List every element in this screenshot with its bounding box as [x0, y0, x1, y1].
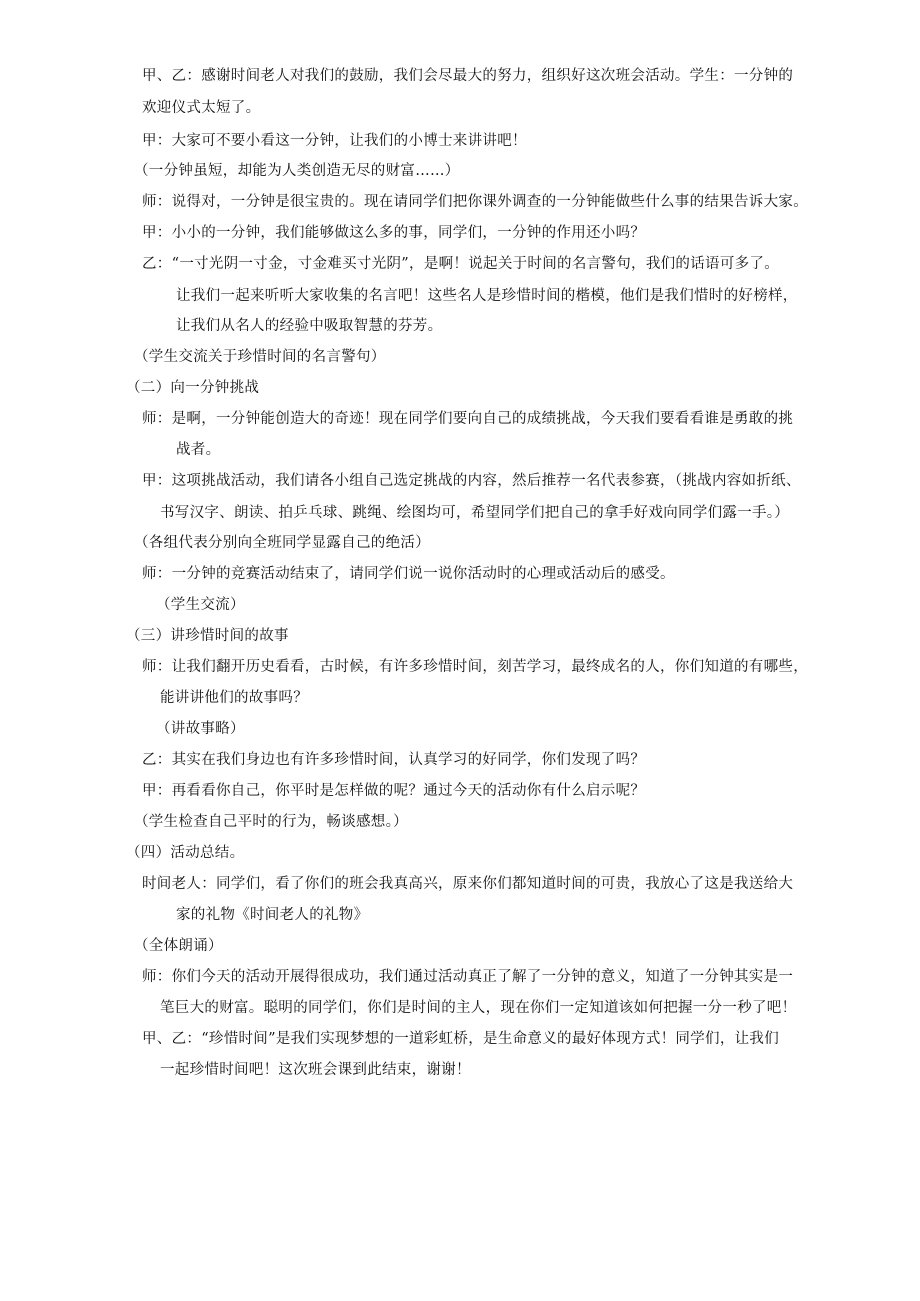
text-line: 甲：再看看你自己，你平时是怎样做的呢？通过今天的活动你有什么启示呢？ [142, 783, 646, 799]
text-line: 欢迎仪式太短了。 [142, 100, 261, 116]
text-line: （学生交流关于珍惜时间的名言警句） [134, 349, 386, 365]
text-line: 甲：大家可不要小看这一分钟，让我们的小博士来讲讲吧！ [142, 133, 527, 149]
text-line: 师：让我们翻开历史看看，古时候，有许多珍惜时间，刻苦学习，最终成名的人，你们知道的有哪些， [142, 659, 808, 675]
text-line: 能讲讲他们的故事吗？ [160, 690, 308, 706]
text-line: （一分钟虽短，却能为人类创造无尽的财富……） [134, 163, 460, 179]
text-line: （学生检查自己平时的行为，畅谈感想。） [134, 814, 408, 830]
text-line: 让我们从名人的经验中吸取智慧的芬芳。 [176, 318, 443, 334]
section-heading: （三）讲珍惜时间的故事 [126, 628, 289, 644]
text-line: 乙：其实在我们身边也有许多珍惜时间，认真学习的好同学，你们发现了吗？ [142, 752, 646, 768]
text-line: 笔巨大的财富。聪明的同学们，你们是时间的主人，现在你们一定知道该如何把握一分一秒了吧！ [160, 1000, 797, 1016]
text-line: 师：是啊，一分钟能创造大的奇迹！现在同学们要向自己的成绩挑战，今天我们要看看谁是勇敢的挑 [142, 411, 794, 427]
section-heading: （二）向一分钟挑战 [126, 380, 260, 396]
text-line: 书写汉字、朗读、拍乒乓球、跳绳、绘图均可，希望同学们把自己的拿手好戏向同学们露一手。） [160, 505, 790, 521]
text-line: 甲：这项挑战活动，我们请各小组自己选定挑战的内容，然后推荐一名代表参赛，（挑战内容如折纸、 [142, 473, 801, 489]
text-line: 师：一分钟的竞赛活动结束了，请同学们说一说你活动时的心理或活动后的感受。 [142, 566, 675, 582]
text-line: 战者。 [176, 442, 221, 458]
text-line: （学生交流） [156, 597, 245, 613]
text-line: （讲故事略） [156, 721, 245, 737]
text-line: 甲、乙：“珍惜时间”是我们实现梦想的一道彩虹桥，是生命意义的最好体现方式！同学们，让我们 [142, 1031, 780, 1047]
text-line: （各组代表分别向全班同学显露自己的绝活） [134, 535, 430, 551]
text-line: 师：你们今天的活动开展得很成功，我们通过活动真正了解了一分钟的意义，知道了一分钟其实是一 [142, 969, 794, 985]
text-line: （全体朗诵） [134, 938, 223, 954]
section-heading: （四）活动总结。 [126, 845, 245, 861]
text-line: 家的礼物《时间老人的礼物》 [176, 907, 369, 923]
text-line: 时间老人：同学们，看了你们的班会我真高兴，原来你们都知道时间的可贵，我放心了这是我送给大 [142, 876, 794, 892]
text-line: 一起珍惜时间吧！这次班会课到此结束，谢谢！ [160, 1062, 471, 1078]
text-line: 乙：“一寸光阴一寸金，寸金难买寸光阴”，是啊！说起关于时间的名言警句，我们的话语可多了。 [142, 256, 780, 272]
text-line: 甲：小小的一分钟，我们能够做这么多的事，同学们，一分钟的作用还小吗？ [142, 225, 646, 241]
text-line: 甲、乙：感谢时间老人对我们的鼓励，我们会尽最大的努力，组织好这次班会活动。学生：一分钟的 [142, 68, 794, 84]
text-line: 让我们一起来听听大家收集的名言吧！这些名人是珍惜时间的楷模，他们是我们惜时的好榜样， [176, 288, 798, 304]
text-line: 师：说得对，一分钟是很宝贵的。现在请同学们把你课外调查的一分钟能做些什么事的结果告诉大家。 [142, 194, 808, 210]
